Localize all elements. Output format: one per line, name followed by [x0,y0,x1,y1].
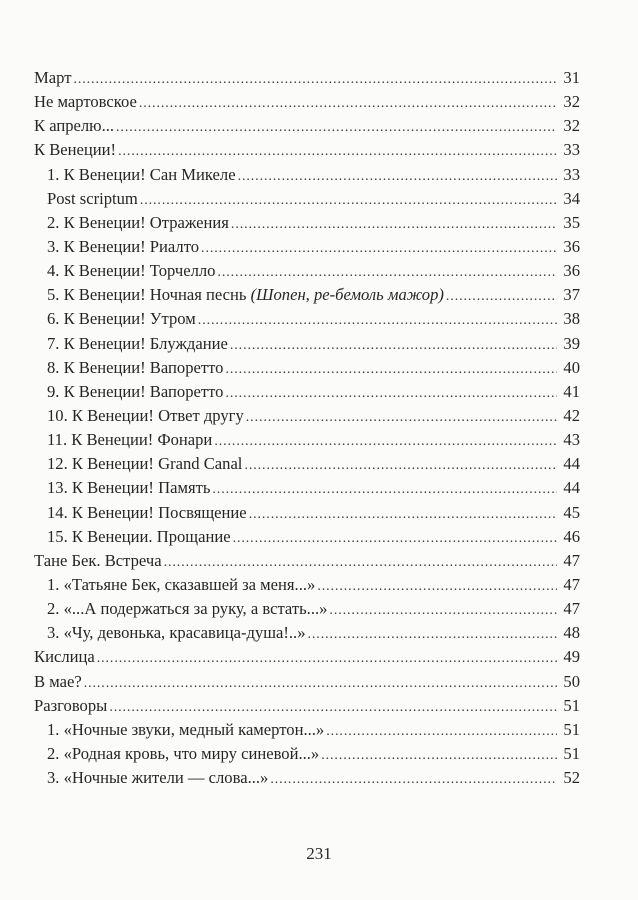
toc-subentry [34,307,580,331]
toc-subentry [34,380,580,404]
toc-entry-title [47,452,242,476]
toc-entry [34,645,580,669]
dot-leader [214,430,557,454]
dot-leader [116,116,557,140]
toc-subentry [34,597,580,621]
toc-entry [34,670,580,694]
dot-leader [225,358,557,382]
dot-leader [230,334,557,358]
toc-entry-title-text: Март [34,68,72,87]
toc-entry-title [47,380,223,404]
dot-leader [308,623,558,647]
toc-entry-title [47,766,268,790]
dot-leader [140,189,557,213]
toc-entry-title-text: 1. «Татьяне Бек, сказавшей за меня...» [47,574,316,594]
toc-page-number: 41 [563,381,580,401]
toc-subentry [34,356,580,380]
toc-page-number: 44 [563,478,580,498]
toc-entry [34,694,580,718]
toc-entry-title-text: 4. К Венеции! Торчелло [47,261,216,281]
toc-page-number: 37 [563,285,580,305]
toc-entry-title [47,332,228,356]
dot-leader [246,406,557,430]
toc-entry-title [34,66,71,90]
toc-entry-title [34,694,107,718]
dot-leader [446,285,557,309]
toc-page-number: 52 [563,768,580,788]
table-of-contents [34,66,580,790]
toc-page-number: 45 [563,502,580,522]
toc-entry-title-text: 14. К Венеции! Посвящение [47,502,247,522]
toc-entry-title [47,259,215,283]
toc-subentry [34,525,580,549]
toc-entry-title-text: 2. «Родная кровь, что миру синевой...» [47,743,320,763]
toc-subentry [34,476,580,500]
toc-entry-title-text: К Венеции! [34,140,117,160]
toc-entry-title-text: 15. К Венеции. Прощание [47,526,231,546]
toc-entry-title [34,114,114,138]
toc-entry-title [34,670,82,694]
toc-subentry [34,428,580,452]
dot-leader [201,237,557,261]
toc-subentry [34,235,580,259]
toc-page-number: 48 [563,623,580,643]
toc-page-number: 32 [563,116,580,136]
toc-entry-title [47,283,444,307]
dot-leader [198,309,557,333]
toc-entry-title-text: 13. К Венеции! Память [47,478,211,498]
toc-page-number: 49 [563,647,580,667]
toc-entry [34,549,580,573]
toc-entry [34,66,580,90]
toc-entry-title-text: 2. «...А подержаться за руку, а встать...» [47,599,328,619]
dot-leader [249,503,557,527]
toc-subentry [34,163,580,187]
toc-subentry [34,452,580,476]
toc-page-number: 42 [563,405,580,425]
toc-subentry [34,332,580,356]
toc-page-number: 50 [563,671,580,691]
toc-entry-title-text: 11. К Венеции! Фонари [47,430,213,450]
dot-leader [238,165,557,189]
toc-entry-title-text: В мае? [34,671,82,691]
dot-leader [84,672,557,696]
toc-subentry [34,573,580,597]
dot-leader [329,599,557,623]
toc-entry-title [47,356,223,380]
toc-entry [34,114,580,138]
toc-entry-title [47,163,236,187]
toc-entry-title-text: 5. К Венеции! Ночная песнь [47,285,251,305]
toc-page-number: 36 [563,261,580,281]
toc-subentry [34,718,580,742]
toc-entry-title-text: 8. К Венеции! Вапоретто [47,357,224,377]
dot-leader [118,140,557,164]
toc-entry-title-text: 3. «Ночные жители — слова...» [47,768,269,788]
toc-page-number: 43 [563,430,580,450]
toc-entry-title-text: Не мартовское [34,92,137,112]
toc-entry [34,90,580,114]
toc-page-number: 51 [563,695,580,715]
toc-entry-title-text: 7. К Венеции! Блуждание [47,333,228,353]
dot-leader [73,68,557,92]
toc-page-number: 47 [563,599,580,619]
toc-entry-title [34,645,95,669]
toc-entry-title-text: 10. К Венеции! Ответ другу [47,405,244,425]
dot-leader [326,720,557,744]
toc-page-number: 34 [563,188,580,208]
dot-leader [270,768,557,792]
dot-leader [225,382,557,406]
toc-page-number: 36 [563,236,580,256]
toc-page-number: 33 [563,164,580,184]
dot-leader [212,478,557,502]
toc-page-number: 35 [563,212,580,232]
toc-entry-title-text: 6. К Венеции! Утром [47,309,196,329]
toc-page-number: 40 [563,357,580,377]
toc-entry-title [34,138,116,162]
toc-subentry [34,283,580,307]
dot-leader [321,744,557,768]
toc-subentry [34,187,580,211]
dot-leader [217,261,557,285]
toc-entry-title-text: Кислица [34,647,95,667]
dot-leader [109,696,557,720]
toc-page-number: 51 [563,743,580,763]
dot-leader [231,213,557,237]
toc-subentry [34,501,580,525]
toc-entry-title [47,404,244,428]
toc-subentry [34,742,580,766]
toc-entry-title [47,476,210,500]
toc-entry-title [34,90,137,114]
toc-page-number: 47 [563,574,580,594]
toc-entry-title-text: 9. К Венеции! Вапоретто [47,381,224,401]
toc-page-number: 33 [563,140,580,160]
toc-entry-title-text: 2. К Венеции! Отражения [47,212,229,232]
toc-entry-title-text: Тане Бек. Встреча [34,550,162,570]
toc-subentry [34,211,580,235]
toc-entry-title [47,501,247,525]
toc-entry-title-text: 1. «Ночные звуки, медный камертон...» [47,719,325,739]
toc-entry-title-italic: (Шопен, ре-бемоль мажор) [250,285,444,305]
toc-subentry [34,766,580,790]
toc-page-number: 44 [563,454,580,474]
dot-leader [97,647,557,671]
toc-subentry [34,404,580,428]
toc-entry-title-text: К апрелю... [34,116,115,136]
toc-entry-title [47,211,229,235]
toc-page-number: 47 [563,550,580,570]
toc-entry-title [47,597,327,621]
toc-entry-title-text: Разговоры [34,695,108,715]
dot-leader [164,551,557,575]
toc-entry-title [47,718,324,742]
dot-leader [233,527,557,551]
toc-entry-title [47,307,196,331]
toc-entry-title-text: 3. К Венеции! Риалто [47,236,200,256]
toc-entry-title [47,235,199,259]
toc-entry-title [47,573,315,597]
toc-entry-title [47,742,319,766]
toc-entry-title-text: 12. К Венеции! Grand Canal [47,454,243,474]
page-number: 231 [306,844,332,863]
toc-page-number: 38 [563,309,580,329]
dot-leader [139,92,557,116]
toc-entry-title [34,549,162,573]
toc-page-number: 46 [563,526,580,546]
toc-entry-title-text: 3. «Чу, девонька, красавица-душа!..» [47,623,306,643]
dot-leader [244,454,557,478]
toc-page-number: 51 [563,719,580,739]
toc-subentry [34,259,580,283]
toc-subentry [34,621,580,645]
toc-entry-title-text: 1. К Венеции! Сан Микеле [47,164,236,184]
toc-entry-title [47,428,212,452]
toc-entry-title [47,621,306,645]
toc-entry [34,138,580,162]
toc-entry-title-text: Post scriptum [47,188,138,208]
toc-page-number: 39 [563,333,580,353]
toc-page-number: 31 [563,68,580,87]
toc-entry-title [47,525,231,549]
dot-leader [317,575,557,599]
toc-entry-title [47,187,138,211]
toc-page-number: 32 [563,92,580,112]
